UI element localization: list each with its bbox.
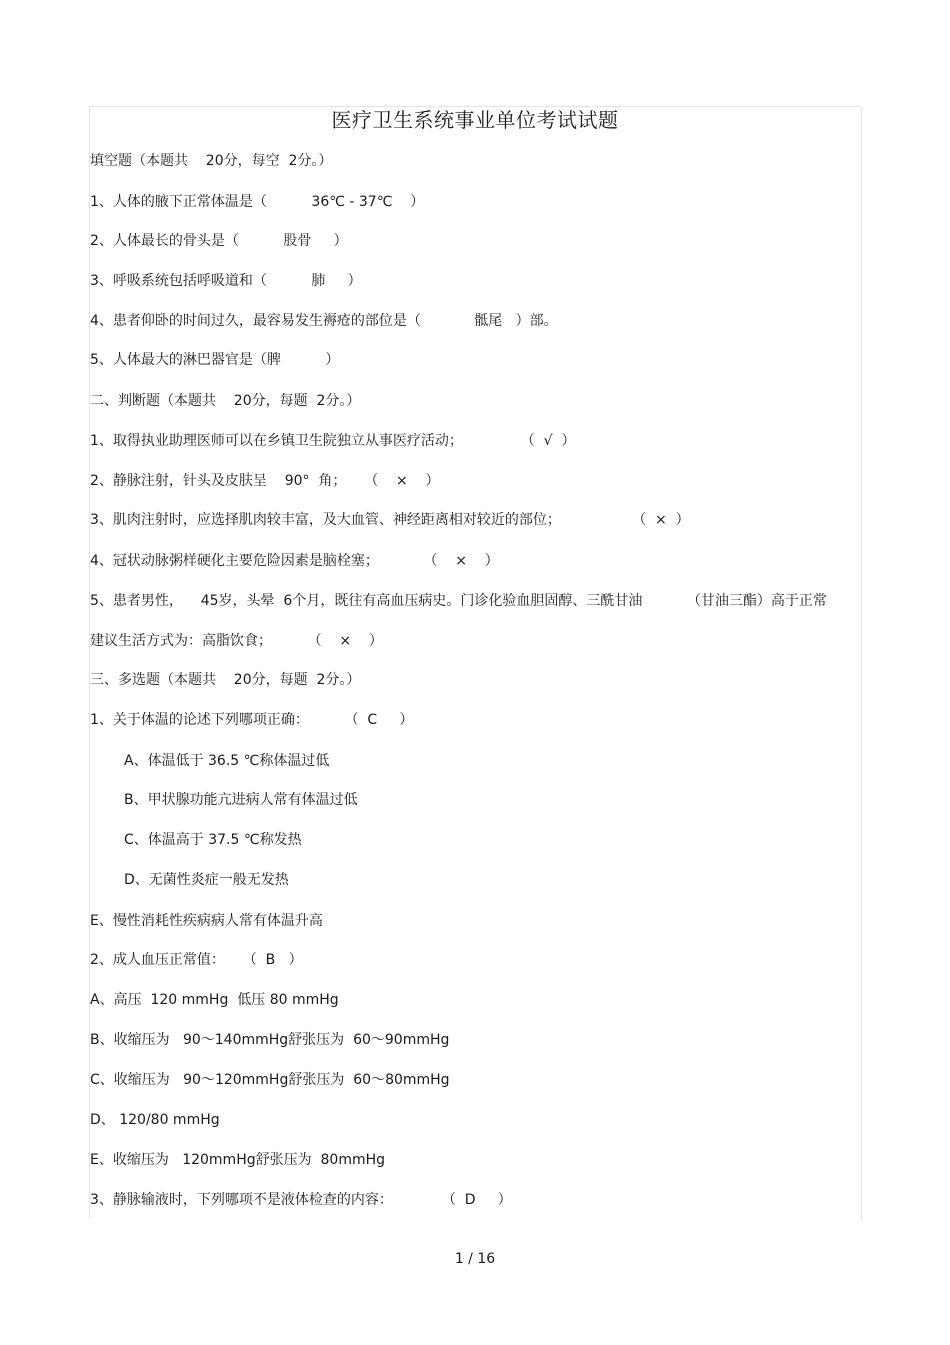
- question-line: 3、呼吸系统包括呼吸道和（ 肺 ）: [90, 273, 362, 289]
- question-line: 5、人体最大的淋巴器官是（脾 ）: [90, 352, 340, 368]
- question-line: 1、取得执业助理医师可以在乡镇卫生院独立从事医疗活动； （ √ ）: [90, 433, 576, 449]
- question-line: 5、患者男性， 45岁，头晕 6个月，既往有高血压病史。门诊化验血胆固醇、三酰甘油 （甘油三酯）高于正常: [90, 593, 827, 609]
- question-line: 2、静脉注射，针头及皮肤呈 90° 角； （ × ）: [90, 473, 440, 489]
- question-line: 4、患者仰卧的时间过久，最容易发生褥疮的部位是（ 骶尾 ）部。: [90, 313, 558, 329]
- option-line: A、体温低于 36.5 ℃称体温过低: [124, 753, 330, 769]
- question-line: 3、肌肉注射时，应选择肌肉较丰富，及大血管、神经距离相对较近的部位； （ × ）: [90, 512, 690, 528]
- option-line: D、无菌性炎症一般无发热: [124, 872, 289, 888]
- section-header: 二、判断题（本题共 20分，每题 2分。）: [90, 393, 361, 409]
- question-line: 1、关于体温的论述下列哪项正确： （ C ）: [90, 712, 414, 728]
- option-line: B、甲状腺功能亢进病人常有体温过低: [124, 792, 358, 808]
- question-line: 4、冠状动脉粥样硬化主要危险因素是脑栓塞； （ × ）: [90, 553, 499, 569]
- option-line: C、体温高于 37.5 ℃称发热: [124, 832, 302, 848]
- option-line: B、收缩压为 90～140mmHg舒张压为 60～90mmHg: [90, 1032, 450, 1048]
- section-header: 填空题（本题共 20分，每空 2分。）: [90, 153, 333, 169]
- question-line: 3、静脉输液时，下列哪项不是液体检查的内容： （ D ）: [90, 1192, 512, 1208]
- page-number: 1 / 16: [454, 1251, 496, 1267]
- option-line: C、收缩压为 90～120mmHg舒张压为 60～80mmHg: [90, 1072, 450, 1088]
- option-line: E、收缩压为 120mmHg舒张压为 80mmHg: [90, 1152, 386, 1168]
- section-header: 三、多选题（本题共 20分，每题 2分。）: [90, 672, 361, 688]
- question-line: 建议生活方式为：高脂饮食； （ × ）: [90, 633, 383, 649]
- question-line: 2、成人血压正常值： （ B ）: [90, 952, 303, 968]
- page-title: 医疗卫生系统事业单位考试试题: [331, 108, 619, 132]
- option-line: A、高压 120 mmHg 低压 80 mmHg: [90, 992, 339, 1008]
- question-line: 2、人体最长的骨头是（ 股骨 ）: [90, 233, 348, 249]
- option-line: E、慢性消耗性疾病病人常有体温升高: [90, 913, 323, 929]
- option-line: D、 120/80 mmHg: [90, 1112, 220, 1128]
- question-line: 1、人体的腋下正常体温是（ 36℃ - 37℃ ）: [90, 194, 425, 210]
